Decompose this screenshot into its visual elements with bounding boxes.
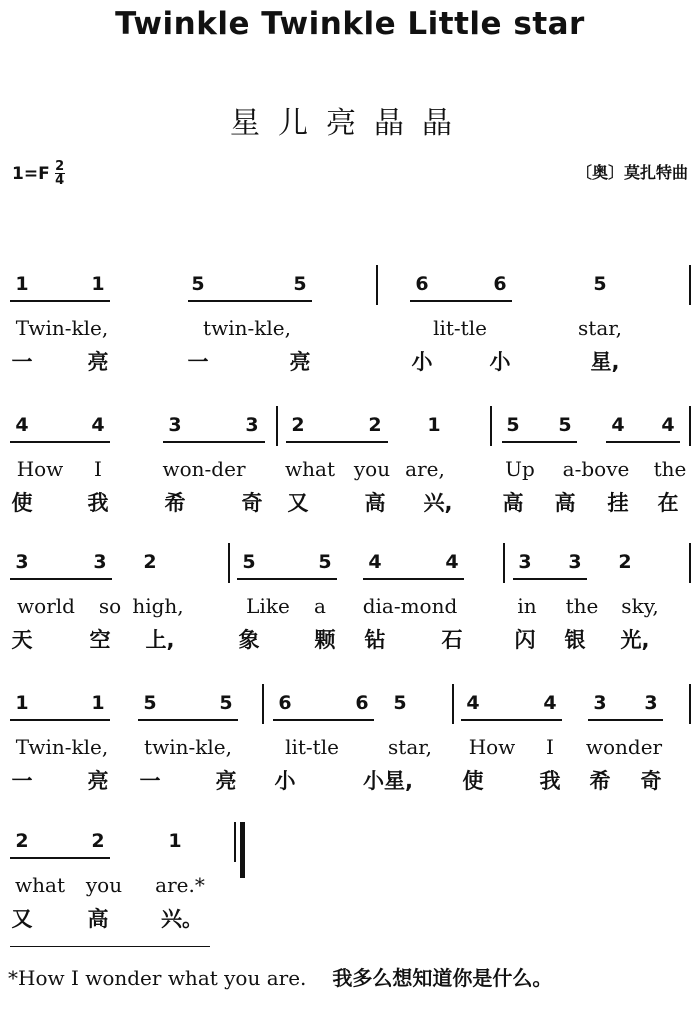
lyric: what — [15, 873, 65, 897]
chinese-lyric: 亮 — [215, 769, 237, 793]
note: 5 — [393, 692, 407, 714]
note: 4 — [91, 414, 105, 436]
note: 4 — [445, 551, 459, 573]
lyric: star, — [388, 735, 432, 759]
chinese-lyric: 希 — [164, 491, 186, 515]
beam — [513, 578, 587, 580]
beam — [10, 578, 112, 580]
key-label: 1=F — [12, 163, 50, 184]
beam — [502, 441, 577, 443]
composer-credit: 〔奥〕莫扎特曲 — [575, 163, 688, 182]
chinese-lyric: 小星, — [363, 769, 413, 793]
barline — [376, 265, 378, 305]
chinese-lyric: 希 — [589, 769, 611, 793]
time-signature — [55, 160, 65, 187]
lyric: I — [94, 457, 102, 481]
note: 3 — [568, 551, 582, 573]
note: 5 — [242, 551, 256, 573]
chinese-lyric: 我 — [87, 491, 109, 515]
chinese-lyric: 高 — [502, 491, 524, 515]
lyric: star, — [578, 316, 622, 340]
lyric: wonder — [585, 735, 663, 759]
barline — [490, 406, 492, 446]
note: 3 — [15, 551, 29, 573]
chinese-lyric: 兴, — [423, 491, 453, 515]
staff-system-1 — [0, 273, 700, 383]
note: 5 — [593, 273, 607, 295]
chinese-lyric: 奇 — [241, 491, 263, 515]
chinese-lyric: 在 — [657, 491, 679, 515]
note: 5 — [191, 273, 205, 295]
chinese-lyric: 高 — [364, 491, 386, 515]
lyric: I — [546, 735, 554, 759]
beam — [363, 578, 464, 580]
lyric: twin-kle, — [203, 316, 291, 340]
note: 1 — [427, 414, 441, 436]
beam — [588, 719, 663, 721]
lyric: twin-kle, — [144, 735, 232, 759]
beam — [606, 441, 680, 443]
lyric: the — [565, 594, 599, 618]
chinese-lyric: 又 — [287, 491, 309, 515]
chinese-lyric: 挂 — [607, 491, 629, 515]
chinese-lyric: 闪 — [514, 628, 536, 652]
staff-system-3 — [0, 551, 700, 661]
lyric: Like — [246, 594, 290, 618]
note: 2 — [91, 830, 105, 852]
barline — [276, 406, 278, 446]
note: 6 — [415, 273, 429, 295]
lyric: dia-mond — [362, 594, 458, 618]
lyric: are, — [405, 457, 445, 481]
note: 4 — [661, 414, 675, 436]
note: 3 — [644, 692, 658, 714]
beam — [410, 300, 512, 302]
chinese-lyric: 星, — [590, 350, 620, 374]
chinese-lyric: 天 — [11, 628, 33, 652]
beam — [461, 719, 562, 721]
lyric: Up — [505, 457, 535, 481]
lyric: what — [285, 457, 335, 481]
note: 6 — [278, 692, 292, 714]
lyric: world — [17, 594, 75, 618]
chinese-lyric: 颗 — [314, 628, 336, 652]
beam — [237, 578, 337, 580]
lyric: you — [85, 873, 123, 897]
chinese-lyric: 一 — [11, 350, 33, 374]
note: 5 — [293, 273, 307, 295]
chinese-lyric: 一 — [187, 350, 209, 374]
chinese-lyric: 高 — [554, 491, 576, 515]
lyric: in — [517, 594, 537, 618]
note: 3 — [93, 551, 107, 573]
note: 6 — [493, 273, 507, 295]
song-title: Twinkle Twinkle Little star — [115, 6, 585, 42]
chinese-lyric: 亮 — [87, 769, 109, 793]
note: 6 — [355, 692, 369, 714]
note: 1 — [168, 830, 182, 852]
beam — [10, 300, 110, 302]
note: 1 — [91, 273, 105, 295]
note: 2 — [618, 551, 632, 573]
beam — [286, 441, 388, 443]
note: 1 — [15, 273, 29, 295]
key-signature — [12, 160, 65, 187]
footnote-chinese: 我多么想知道你是什么。 — [332, 966, 553, 990]
note: 3 — [168, 414, 182, 436]
time-sig-numerator: 2 — [55, 159, 65, 174]
lyric: are.* — [155, 873, 205, 897]
chinese-lyric: 石 — [441, 628, 463, 652]
chinese-lyric: 我 — [539, 769, 561, 793]
note: 4 — [543, 692, 557, 714]
beam — [273, 719, 374, 721]
note: 2 — [368, 414, 382, 436]
chinese-lyric: 银 — [564, 628, 586, 652]
note: 4 — [15, 414, 29, 436]
lyric: How — [16, 457, 64, 481]
chinese-lyric: 奇 — [640, 769, 662, 793]
note: 4 — [466, 692, 480, 714]
beam — [163, 441, 265, 443]
note: 5 — [318, 551, 332, 573]
chinese-lyric: 小 — [489, 350, 511, 374]
note: 4 — [611, 414, 625, 436]
staff-system-4 — [0, 692, 700, 802]
beam — [10, 719, 110, 721]
note: 5 — [219, 692, 233, 714]
note: 3 — [245, 414, 259, 436]
staff-system-5 — [0, 830, 700, 940]
lyric: a — [314, 594, 326, 618]
chinese-lyric: 高 — [87, 907, 109, 931]
lyric: How — [468, 735, 516, 759]
chinese-lyric: 空 — [89, 628, 111, 652]
chinese-lyric: 光, — [620, 628, 650, 652]
chinese-lyric: 象 — [238, 628, 260, 652]
barline — [228, 543, 230, 583]
beam — [188, 300, 312, 302]
lyric: a-bove — [562, 457, 630, 481]
barline — [689, 265, 691, 305]
lyric: won-der — [162, 457, 246, 481]
lyric: sky, — [621, 594, 659, 618]
lyric: so — [98, 594, 122, 618]
beam — [10, 857, 110, 859]
lyric: the — [653, 457, 687, 481]
chinese-lyric: 钻 — [364, 628, 386, 652]
chinese-lyric: 兴。 — [161, 907, 203, 931]
note: 5 — [558, 414, 572, 436]
beam — [10, 441, 110, 443]
chinese-lyric: 亮 — [87, 350, 109, 374]
chinese-lyric: 使 — [11, 491, 33, 515]
barline — [503, 543, 505, 583]
final-barline — [240, 822, 245, 878]
note: 1 — [91, 692, 105, 714]
lyric: high, — [132, 594, 184, 618]
chinese-lyric: 上, — [145, 628, 175, 652]
note: 1 — [15, 692, 29, 714]
footnote-rule — [10, 946, 210, 947]
lyric: you — [353, 457, 391, 481]
note: 2 — [15, 830, 29, 852]
chinese-lyric: 一 — [139, 769, 161, 793]
note: 3 — [593, 692, 607, 714]
lyric: Twin-kle, — [15, 316, 109, 340]
time-sig-denominator: 4 — [55, 173, 65, 188]
chinese-lyric: 小 — [274, 769, 296, 793]
chinese-lyric: 一 — [11, 769, 33, 793]
lyric: lit-tle — [285, 735, 339, 759]
note: 5 — [506, 414, 520, 436]
chinese-lyric: 使 — [462, 769, 484, 793]
chinese-lyric: 亮 — [289, 350, 311, 374]
lyric: lit-tle — [433, 316, 487, 340]
note: 5 — [143, 692, 157, 714]
lyric: Twin-kle, — [15, 735, 109, 759]
beam — [138, 719, 238, 721]
note: 2 — [143, 551, 157, 573]
footnote-english: *How I wonder what you are. — [8, 966, 307, 990]
barline — [452, 684, 454, 724]
footnote — [8, 962, 552, 991]
chinese-lyric: 又 — [11, 907, 33, 931]
staff-system-2 — [0, 414, 700, 524]
chinese-lyric: 小 — [411, 350, 433, 374]
note: 4 — [368, 551, 382, 573]
barline — [689, 684, 691, 724]
barline — [234, 822, 236, 862]
barline — [262, 684, 264, 724]
chinese-title: 星儿亮晶晶 — [230, 106, 470, 141]
note: 2 — [291, 414, 305, 436]
barline — [689, 406, 691, 446]
note: 3 — [518, 551, 532, 573]
barline — [689, 543, 691, 583]
